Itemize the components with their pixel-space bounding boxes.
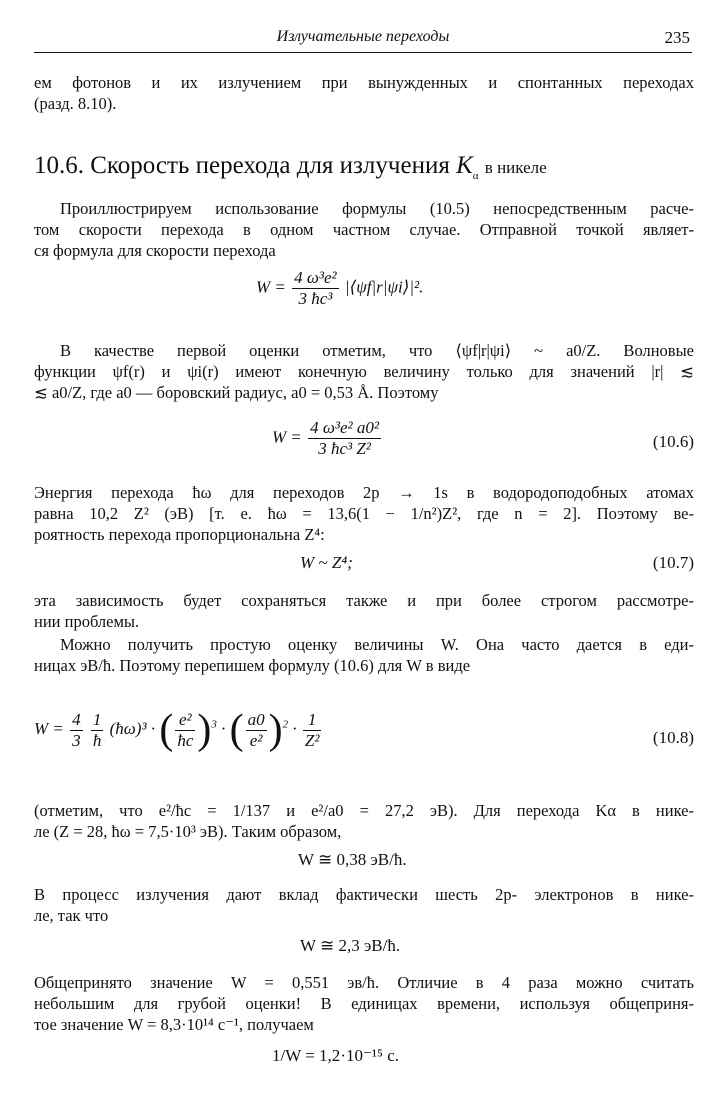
paragraph-2: В качестве первой оценки отметим, что ⟨ψf|r|ψi⟩ ~ a0/Z. Волновые функции ψf(r) и ψi(r) имеют конечную величину только для значений |r| ≲ ≲ a0/Z, где a0 — боровский радиус, a0 = 0,53 Å. Поэтому xyxy=(34,341,694,402)
equation-10-6: W = $\frac{\text{4 ω³e² a0²}}{\text{3 ħc³ Z²}}$ xyxy=(272,418,379,458)
paragraph-7: В процесс излучения дают вклад фактически шесть 2p- электронов в нике- ле, так что xyxy=(34,885,694,925)
equation-number-10-6: (10.6) xyxy=(652,432,694,451)
page-number: 235 xyxy=(664,28,690,47)
equation-10-8: W = $\frac{4}{3}$ $\frac{1}{ħ}$ (ħω)³ · ( $\frac{\text{e²}}{ħc}$ )$^3$ · ( $\frac{a0}{\text{e²}}$ )$^2$ · $\frac{1}{\text{Z²}}$ xyxy=(34,707,320,753)
equation-number-10-8: (10.8) xyxy=(652,728,694,747)
equation-1: W = $\frac{\text{4 ω³e²}}{\text{3 ħc³}}$ |⟨ψf|r|ψi⟩|². xyxy=(256,268,424,308)
intro-paragraph: ем фотонов и их излучением при вынужденных и спонтанных переходах (разд. 8.10). xyxy=(34,73,694,113)
running-header xyxy=(34,26,692,53)
paragraph-8: Общепринято значение W = 0,551 эв/ħ. Отличие в 4 раза можно считать небольшим для грубой оценки! В единицах времени, используя общеприня- тое значение W = 8,3·10¹⁴ с⁻¹, получаем xyxy=(34,973,694,1034)
running-title: Излучательные переходы xyxy=(276,28,450,45)
equation-10-7: W ~ Z⁴; xyxy=(300,553,353,572)
paragraph-6: (отметим, что e²/ħc = 1/137 и e²/a0 = 27,2 эВ). Для перехода Kα в нике- ле (Z = 28, ħω = 7,5·10³ эВ). Таким образом, xyxy=(34,801,694,841)
section-heading: 10.6. Скорость перехода для излучения $K_\alpha$ в никеле xyxy=(34,152,547,182)
paragraph-4: эта зависимость будет сохраняться также и при более строгом рассмотре- нии проблемы. xyxy=(34,591,694,631)
paragraph-3: Энергия перехода ħω для переходов 2p → 1s в водородоподобных атомах равна 10,2 Z² (эВ) [т. е. ħω = 13,6(1 − 1/n²)Z², где n = 2]. Поэтому ве- роятность перехода пропорциональна Z⁴: xyxy=(34,483,694,544)
paragraph-1: Проиллюстрируем использование формулы (10.5) непосредственным расче- том скорости перехода в одном частном случае. Отправной точкой являет- ся формула для скорости перехода xyxy=(34,199,694,260)
result-equation-3: 1/W = 1,2·10⁻¹⁵ с. xyxy=(272,1046,400,1065)
result-equation-2: W ≅ 2,3 эВ/ħ. xyxy=(300,936,401,955)
result-equation-1: W ≅ 0,38 эВ/ħ. xyxy=(298,850,407,869)
equation-number-10-7: (10.7) xyxy=(652,553,694,572)
paragraph-5: Можно получить простую оценку величины W. Она часто дается в еди- ницах эВ/ħ. Поэтому перепишем формулу (10.6) для W в виде xyxy=(34,635,694,675)
